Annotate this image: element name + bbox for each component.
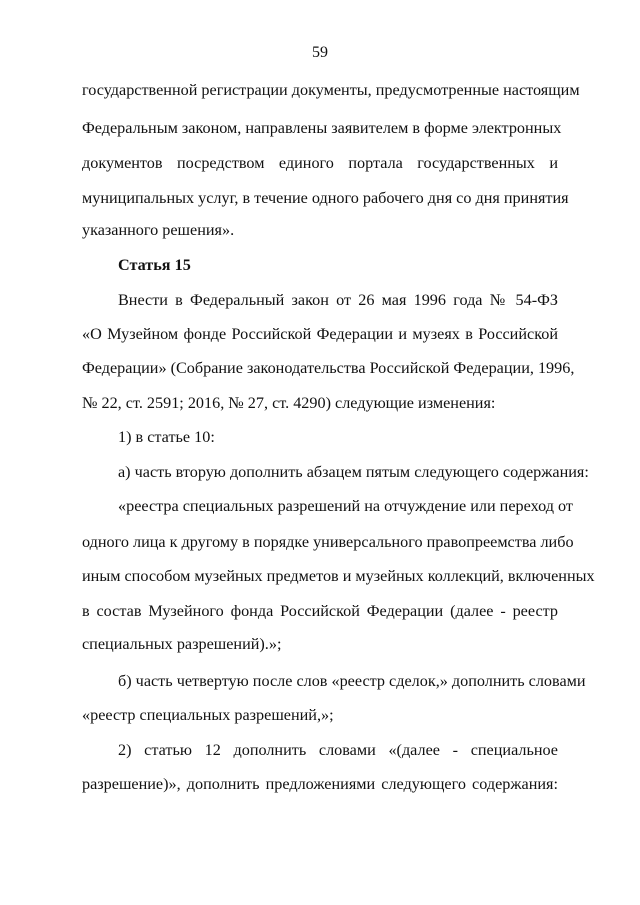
text-line: иным способом музейных предметов и музейных коллекций, включенных — [82, 567, 595, 585]
article-heading: Статья 15 — [118, 256, 191, 274]
text-line: государственной регистрации документы, предусмотренные настоящим — [82, 81, 580, 99]
list-item: 1) в статье 10: — [118, 428, 215, 446]
page-number: 59 — [312, 44, 328, 61]
text-line: указанного решения». — [82, 221, 235, 239]
text-line: в состав Музейного фонда Российской Федерации (далее - реестр — [82, 602, 558, 620]
text-line: «О Музейном фонде Российской Федерации и музеях в Российской — [82, 325, 558, 343]
text-line: Федеральным законом, направлены заявителем в форме электронных — [82, 119, 562, 137]
list-item: б) часть четвертую после слов «реестр сделок,» дополнить словами — [118, 672, 586, 690]
text-line: специальных разрешений).»; — [82, 635, 282, 653]
list-item: а) часть вторую дополнить абзацем пятым следующего содержания: — [118, 463, 589, 481]
text-line: «реестра специальных разрешений на отчуждение или переход от — [118, 497, 573, 515]
text-line: № 22, ст. 2591; 2016, № 27, ст. 4290) следующие изменения: — [82, 394, 496, 412]
text-line: муниципальных услуг, в течение одного рабочего дня со дня принятия — [82, 189, 569, 207]
text-line: одного лица к другому в порядке универсального правопреемства либо — [82, 533, 574, 551]
text-line: Внести в Федеральный закон от 26 мая 1996 года № 54-ФЗ — [118, 291, 558, 309]
text-line: разрешение)», дополнить предложениями следующего содержания: — [82, 775, 558, 793]
text-line: документов посредством единого портала государственных и — [82, 154, 558, 172]
text-line: Федерации» (Собрание законодательства Российской Федерации, 1996, — [82, 359, 575, 377]
list-item: 2) статью 12 дополнить словами «(далее - специальное — [118, 741, 558, 759]
text-line: «реестр специальных разрешений,»; — [82, 706, 334, 724]
